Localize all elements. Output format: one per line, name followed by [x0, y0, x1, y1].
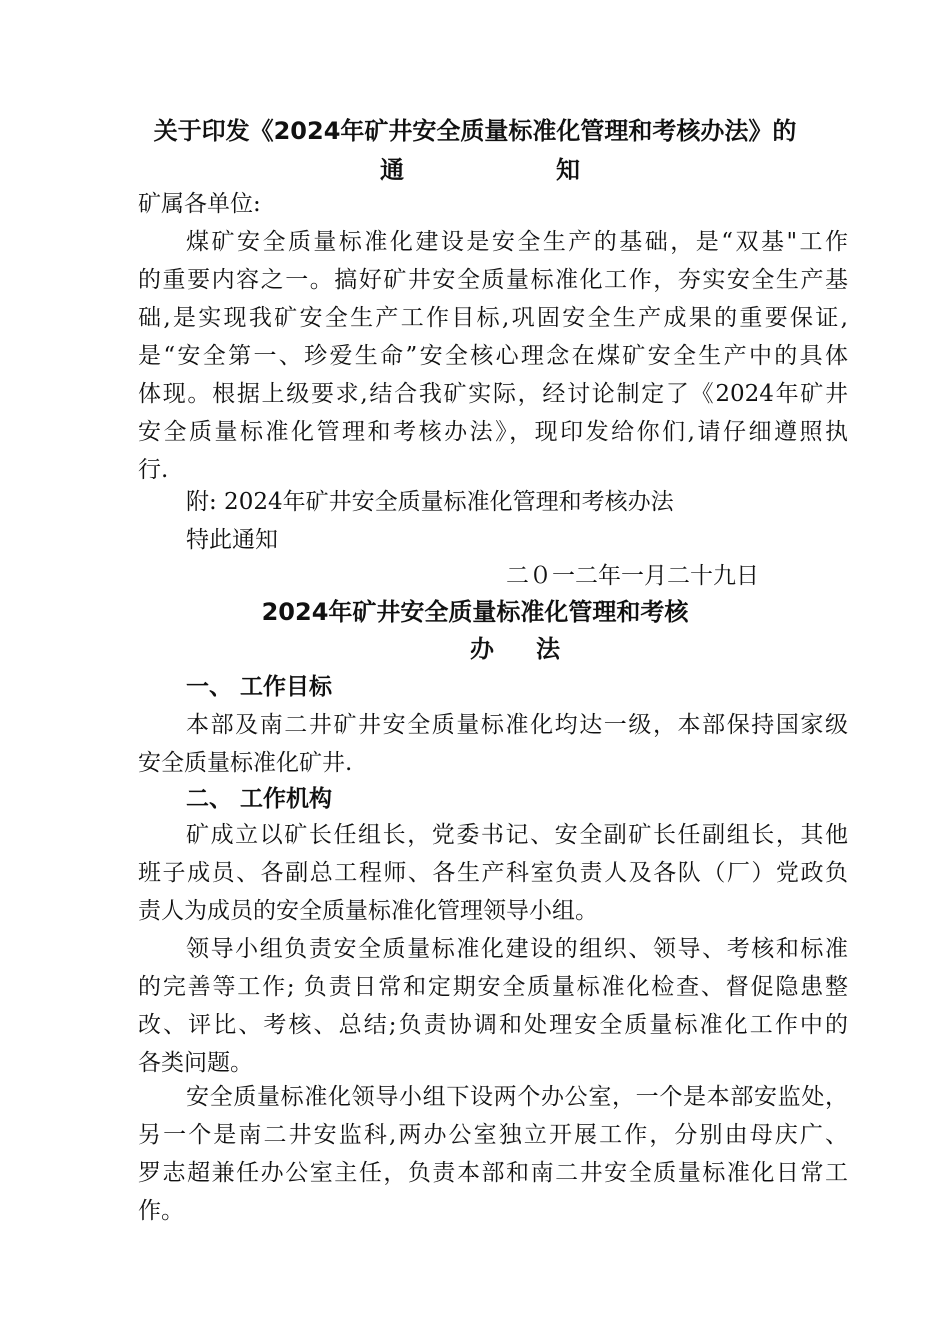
body-line: 另一个是南二井安监科,两办公室独立开展工作，分别由母庆广、: [138, 1122, 848, 1148]
body-line: 罗志超兼任办公室主任，负责本部和南二井安全质量标准化日常工: [138, 1160, 848, 1186]
notice-title-subline: [380, 151, 580, 189]
notice-title: 关于印发《2024年矿井安全质量标准化管理和考核办法》的: [153, 117, 797, 145]
body-line: 各类问题。: [138, 1050, 253, 1076]
body-line: 领导小组负责安全质量标准化建设的组织、领导、考核和标准: [186, 936, 848, 962]
measures-title: 2024年矿井安全质量标准化管理和考核: [261, 598, 689, 626]
body-line: 行.: [138, 457, 169, 483]
body-line: 础,是实现我矿安全生产工作目标,巩固安全生产成果的重要保证,: [138, 305, 848, 331]
body-line: 的完善等工作; 负责日常和定期安全质量标准化检查、督促隐患整: [138, 974, 848, 1000]
body-line: 安全质量标准化领导小组下设两个办公室，一个是本部安监处，: [186, 1084, 848, 1110]
salutation: 矿属各单位:: [138, 191, 261, 217]
measures-title-char: 办: [470, 635, 494, 663]
body-line: 矿成立以矿长任组长，党委书记、安全副矿长任副组长，其他: [186, 822, 848, 848]
measures-title-char: 法: [536, 635, 560, 663]
body-line: 本部及南二井矿井安全质量标准化均达一级，本部保持国家级: [186, 712, 848, 738]
body-line: 安全质量标准化矿井.: [138, 750, 353, 776]
body-line: 改、评比、考核、总结;负责协调和处理安全质量标准化工作中的: [138, 1012, 848, 1038]
body-line: 体现。根据上级要求,结合我矿实际，经讨论制定了《2024年矿井: [138, 381, 848, 407]
measures-title-subline: [470, 630, 560, 668]
notice-title-char: 知: [556, 156, 580, 184]
attachment-line: 附: 2024年矿井安全质量标准化管理和考核办法: [186, 489, 674, 515]
section-heading: 一、 工作目标: [186, 674, 333, 700]
body-line: 作。: [138, 1198, 184, 1224]
body-line: 煤矿安全质量标准化建设是安全生产的基础，是“双基"工作: [186, 229, 848, 255]
section-heading: 二、 工作机构: [186, 786, 333, 812]
body-line: 班子成员、各副总工程师、各生产科室负责人及各队（厂）党政负: [138, 860, 848, 886]
body-line: 安全质量标准化管理和考核办法》，现印发给你们,请仔细遵照执: [138, 419, 848, 445]
body-line: 责人为成员的安全质量标准化管理领导小组。: [138, 898, 598, 924]
body-line: 的重要内容之一。搞好矿井安全质量标准化工作，夯实安全生产基: [138, 267, 848, 293]
closing-line: 特此通知: [186, 527, 278, 553]
body-line: 是“安全第一、珍爱生命”安全核心理念在煤矿安全生产中的具体: [138, 343, 848, 369]
notice-title-char: 通: [380, 156, 404, 184]
notice-date: 二０一二年一月二十九日: [506, 563, 759, 589]
